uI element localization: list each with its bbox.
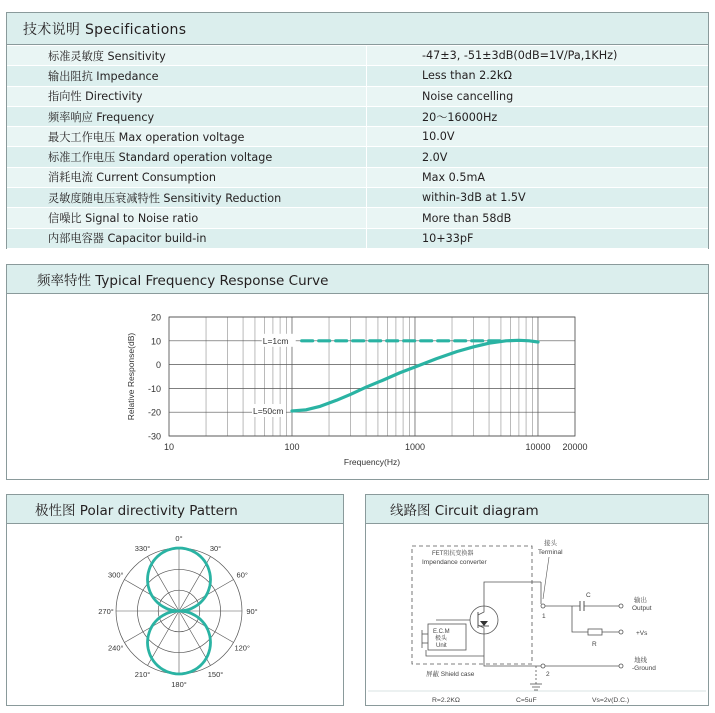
- spec-label: 内部电容器 Capacitor build-in: [7, 229, 367, 248]
- spec-label: 消耗电流 Current Consumption: [7, 168, 367, 187]
- spec-row: [7, 127, 708, 147]
- vs-value: Vs=2v(D.C.): [592, 697, 630, 704]
- circuit-diagram-title: 线路图 Circuit diagram: [366, 495, 708, 524]
- x-tick-label: 10000: [525, 442, 551, 452]
- ecm-label: E.C.M: [433, 629, 450, 635]
- polar-angle-label: 270°: [98, 607, 114, 616]
- x-tick-label: 10: [163, 442, 175, 452]
- terminal-label-en: Terminal: [538, 549, 563, 556]
- polar-angle-label: 30°: [209, 543, 222, 553]
- r-value: R=2.2KΩ: [432, 697, 460, 704]
- spec-label: 输出阻抗 Impedance: [7, 66, 367, 85]
- y-tick-label: 10: [150, 336, 161, 347]
- spec-value: 10.0V: [367, 127, 708, 146]
- resistor-label: R: [592, 641, 597, 648]
- polar-angle-label: 330°: [134, 543, 151, 553]
- terminal-1: [541, 604, 545, 608]
- spec-value: Max 0.5mA: [367, 168, 708, 187]
- polar-angle-label: 240°: [108, 643, 124, 653]
- spec-label: 最大工作电压 Max operation voltage: [7, 127, 367, 146]
- fet-diode-symbol: [480, 621, 488, 626]
- y-tick-label: -10: [147, 383, 161, 394]
- capacitor-label: C: [586, 592, 591, 599]
- specifications-table: [7, 45, 708, 249]
- series-label: L=1cm: [262, 335, 289, 346]
- circuit-diagram: [366, 524, 708, 705]
- fet-source-lead: [478, 625, 541, 666]
- spec-value: Less than 2.2kΩ: [367, 66, 708, 85]
- output-label-en: Output: [632, 605, 652, 612]
- spec-value: 20～16000Hz: [367, 107, 708, 126]
- spec-value: Noise cancelling: [367, 87, 708, 106]
- spec-row: [7, 168, 708, 188]
- spec-row: [7, 66, 708, 86]
- terminal-label-cn: 接头: [544, 540, 557, 547]
- spec-row: [7, 229, 708, 249]
- y-tick-label: 0: [155, 360, 161, 371]
- pin-2-label: 2: [546, 671, 550, 678]
- y-tick-label: -30: [147, 431, 161, 442]
- spec-label: 标准工作电压 Standard operation voltage: [7, 147, 367, 166]
- spec-value: 2.0V: [367, 147, 708, 166]
- y-axis-label: Relative Response(dB): [126, 332, 136, 421]
- y-tick-label: -20: [147, 407, 161, 418]
- polar-angle-label: 90°: [246, 607, 258, 616]
- output-terminal: [619, 604, 623, 608]
- c-value: C=5uF: [516, 697, 537, 704]
- circuit-diagram-panel: [365, 494, 709, 706]
- vs-label: +Vs: [636, 630, 648, 637]
- series-label: L=50cm: [252, 406, 284, 417]
- terminal-pointer: [543, 557, 549, 599]
- spec-label: 标准灵敏度 Sensitivity: [7, 46, 367, 65]
- spec-value: -47±3, -51±3dB(0dB=1V/Pa,1KHz): [367, 46, 708, 65]
- output-label-cn: 输出: [634, 597, 647, 604]
- spec-value: within-3dB at 1.5V: [367, 188, 708, 207]
- spec-row: [7, 46, 708, 66]
- x-tick-label: 1000: [404, 442, 425, 452]
- ground-label-en: -Ground: [632, 665, 656, 672]
- frequency-response-title: 频率特性 Typical Frequency Response Curve: [7, 265, 708, 294]
- spec-row: [7, 188, 708, 208]
- plot-area: [169, 317, 575, 436]
- ground-terminal: [619, 664, 623, 668]
- spec-label: 指向性 Directivity: [7, 87, 367, 106]
- frequency-response-chart: [7, 294, 708, 479]
- spec-label: 灵敏度随电压衰减特性 Sensitivity Reduction: [7, 188, 367, 207]
- terminal-2: [541, 664, 545, 668]
- wire-ecm-ground: [426, 650, 484, 656]
- polar-angle-label: 180°: [171, 680, 187, 689]
- fet-label-cn: FET阻抗变换器: [432, 551, 474, 557]
- polar-pattern-diagram: [7, 524, 343, 705]
- ecm-label-cn: 极头: [435, 636, 448, 642]
- pin-1-label: 1: [542, 613, 546, 620]
- spec-value: 10+33pF: [367, 229, 708, 248]
- polar-angle-label: 0°: [175, 534, 183, 543]
- specifications-title: 技术说明 Specifications: [7, 13, 708, 45]
- vs-terminal: [619, 630, 623, 634]
- spec-label: 信噪比 Signal to Noise ratio: [7, 208, 367, 227]
- polar-pattern-title: 极性图 Polar directivity Pattern: [7, 495, 343, 524]
- spec-row: [7, 147, 708, 167]
- spec-row: [7, 107, 708, 127]
- spec-row: [7, 208, 708, 228]
- specifications-panel: [6, 12, 709, 249]
- fet-label-en: Impendance converter: [422, 559, 487, 566]
- x-axis-label: Frequency(Hz): [343, 457, 401, 467]
- shield-case-label: 屏蔽 Shield case: [426, 671, 475, 678]
- y-tick-label: 20: [150, 312, 161, 323]
- unit-label: Unit: [436, 643, 447, 649]
- ground-label-cn: 地线: [634, 657, 647, 664]
- x-tick-label: 100: [284, 442, 300, 452]
- polar-angle-label: 210°: [134, 670, 151, 680]
- polar-angle-label: 60°: [236, 570, 248, 580]
- polar-pattern-panel: [6, 494, 344, 706]
- spec-label: 频率响应 Frequency: [7, 107, 367, 126]
- spec-row: [7, 87, 708, 107]
- wire-drain: [484, 582, 541, 606]
- polar-angle-label: 120°: [234, 643, 250, 653]
- frequency-response-panel: [6, 264, 709, 480]
- resistor: [588, 629, 602, 635]
- polar-angle-label: 150°: [207, 670, 224, 680]
- x-tick-label: 20000: [562, 442, 588, 452]
- polar-angle-label: 300°: [108, 570, 124, 580]
- spec-value: More than 58dB: [367, 208, 708, 227]
